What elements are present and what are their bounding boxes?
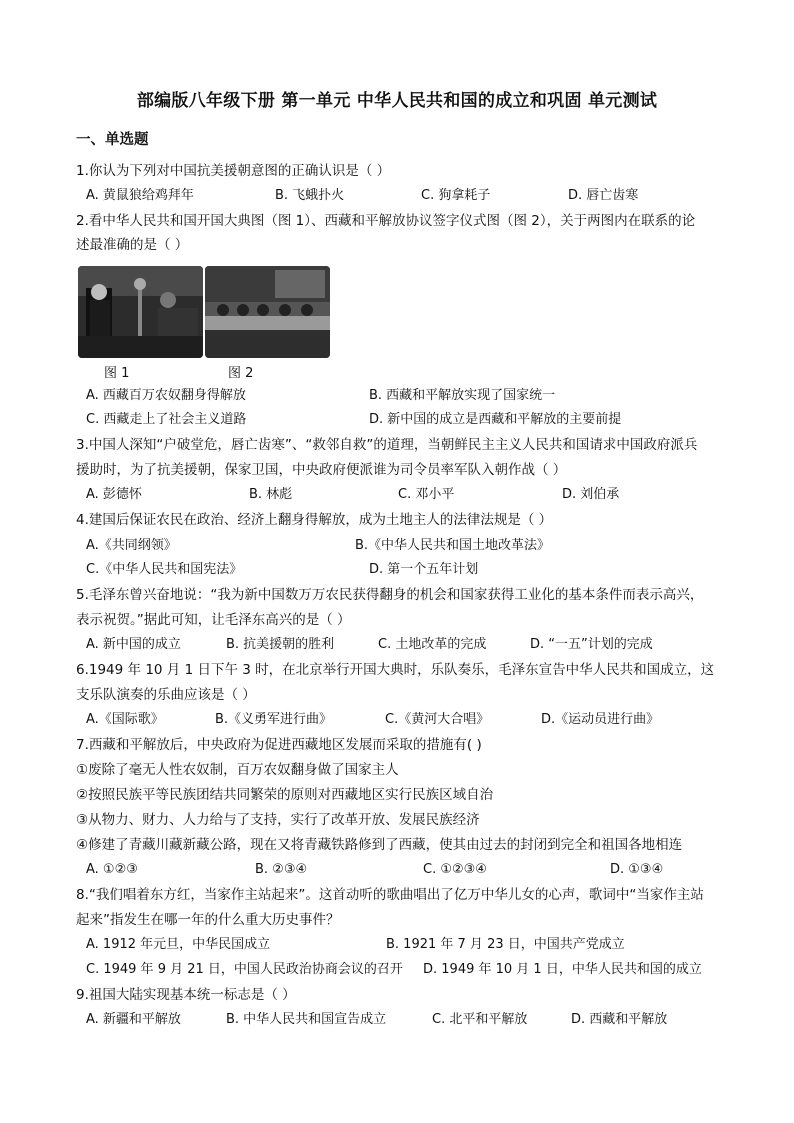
question-1-text: 1.你认为下列对中国抗美援朝意图的正确认识是（ ） — [76, 163, 391, 179]
question-7-statement-4: ④修建了青藏川藏新藏公路，现在又将青藏铁路修到了西藏，使其由过去的封闭到完全和祖国各地相连 — [76, 837, 683, 853]
question-5-text-cont: 表示祝贺。”据此可知，让毛泽东高兴的是（ ） — [76, 612, 351, 628]
question-5-option-b: B. 抗美援朝的胜利 — [226, 637, 335, 652]
founding-ceremony-photo — [78, 266, 203, 358]
question-8-text-cont: 起来”指发生在哪一年的什么重大历史事件？ — [76, 912, 340, 928]
founding-ceremony-image — [78, 266, 203, 358]
question-8-text: 8.“我们唱着东方红，当家作主站起来”。这首动听的歌曲唱出了亿万中华儿女的心声，歌词中“当家作主站 — [76, 887, 704, 903]
question-3-option-b: B. 林彪 — [249, 487, 293, 502]
question-8-option-b: B. 1921 年 7 月 23 日，中国共产党成立 — [386, 937, 625, 952]
question-7-statement-1: ①废除了毫无人性农奴制，百万农奴翻身做了国家主人 — [76, 762, 399, 778]
question-5-text: 5.毛泽东曾兴奋地说：“我为新中国数万万农民获得翻身的机会和国家获得工业化的基本条件而表示高兴， — [76, 587, 704, 603]
question-3-text: 3.中国人深知“户破堂危，唇亡齿寒”、“救邻自救”的道理，当朝鲜民主主义人民共和国请求中国政府派兵 — [76, 437, 698, 453]
question-8-option-c: C. 1949 年 9 月 21 日，中国人民政治协商会议的召开 — [86, 962, 403, 977]
question-9-option-d: D. 西藏和平解放 — [571, 1012, 668, 1027]
question-5-option-a: A. 新中国的成立 — [86, 637, 181, 652]
question-7-option-c: C. ①②③④ — [423, 862, 487, 877]
question-4-option-c: C.《中华人民共和国宪法》 — [86, 562, 243, 577]
question-9-option-c: C. 北平和平解放 — [432, 1012, 528, 1027]
question-2-option-b: B. 西藏和平解放实现了国家统一 — [369, 388, 556, 403]
question-1-option-a: A. 黄鼠狼给鸡拜年 — [86, 188, 194, 203]
question-2-text: 2.看中华人民共和国开国大典图（图 1）、西藏和平解放协议签字仪式图（图 2），关于两图内在联系的论 — [76, 213, 696, 229]
question-6-option-c: C.《黄河大合唱》 — [385, 712, 490, 727]
question-9-text: 9.祖国大陆实现基本统一标志是（ ） — [76, 987, 296, 1003]
question-6-text-cont: 支乐队演奏的乐曲应该是（ ） — [76, 687, 256, 703]
question-3-text-cont: 援助时，为了抗美援朝，保家卫国，中央政府便派谁为司令员率军队入朝作战（ ） — [76, 462, 567, 478]
question-2-option-a: A. 西藏百万农奴翻身得解放 — [86, 388, 246, 403]
question-7-option-a: A. ①②③ — [86, 862, 138, 877]
question-6-option-a: A.《国际歌》 — [86, 712, 164, 727]
question-5-option-d: D. “一五”计划的完成 — [530, 637, 653, 652]
question-6-option-d: D.《运动员进行曲》 — [541, 712, 660, 727]
question-9-option-a: A. 新疆和平解放 — [86, 1012, 181, 1027]
question-7-option-d: D. ①③④ — [610, 862, 664, 877]
tibet-signing-photo — [205, 266, 330, 358]
figure-1-caption: 图 1 — [104, 366, 130, 381]
question-8-option-a: A. 1912 年元旦，中华民国成立 — [86, 937, 271, 952]
question-9-option-b: B. 中华人民共和国宣告成立 — [226, 1012, 387, 1027]
question-7-text: 7.西藏和平解放后，中央政府为促进西藏地区发展而采取的措施有( ) — [76, 737, 482, 753]
figure-2-caption: 图 2 — [228, 366, 254, 381]
question-1-option-c: C. 狗拿耗子 — [421, 188, 491, 203]
question-2-option-c: C. 西藏走上了社会主义道路 — [86, 412, 247, 427]
question-7-statement-3: ③从物力、财力、人力给与了支持，实行了改革开放、发展民族经济 — [76, 812, 480, 828]
question-7-option-b: B. ②③④ — [255, 862, 308, 877]
question-4-option-d: D. 第一个五年计划 — [369, 562, 479, 577]
question-8-option-d: D. 1949 年 10 月 1 日，中华人民共和国的成立 — [423, 962, 702, 977]
question-1-option-b: B. 飞蛾扑火 — [275, 188, 345, 203]
question-4-option-a: A.《共同纲领》 — [86, 538, 177, 553]
question-6-text: 6.1949 年 10 月 1 日下午 3 时，在北京举行开国大典时，乐队奏乐，毛泽东宣告中华人民共和国成立，这 — [76, 662, 715, 678]
question-7-statement-2: ②按照民族平等民族团结共同繁荣的原则对西藏地区实行民族区域自治 — [76, 787, 494, 803]
question-3-option-d: D. 刘伯承 — [562, 487, 620, 502]
tibet-signing-image — [205, 266, 330, 358]
page-title: 部编版八年级下册 第一单元 中华人民共和国的成立和巩固 单元测试 — [136, 91, 658, 111]
question-2-option-d: D. 新中国的成立是西藏和平解放的主要前提 — [369, 412, 622, 427]
question-4-text: 4.建国后保证农民在政治、经济上翻身得解放，成为土地主人的法律法规是（ ） — [76, 512, 553, 528]
question-1-option-d: D. 唇亡齿寒 — [568, 188, 639, 203]
question-6-option-b: B.《义勇军进行曲》 — [215, 712, 333, 727]
question-3-option-c: C. 邓小平 — [398, 487, 455, 502]
question-4-option-b: B.《中华人民共和国土地改革法》 — [355, 538, 551, 553]
section-heading: 一、单选题 — [76, 132, 149, 148]
question-5-option-c: C. 土地改革的完成 — [378, 637, 487, 652]
question-3-option-a: A. 彭德怀 — [86, 487, 142, 502]
question-2-text-cont: 述最准确的是（ ） — [76, 237, 189, 253]
question-2-figures — [78, 266, 330, 358]
